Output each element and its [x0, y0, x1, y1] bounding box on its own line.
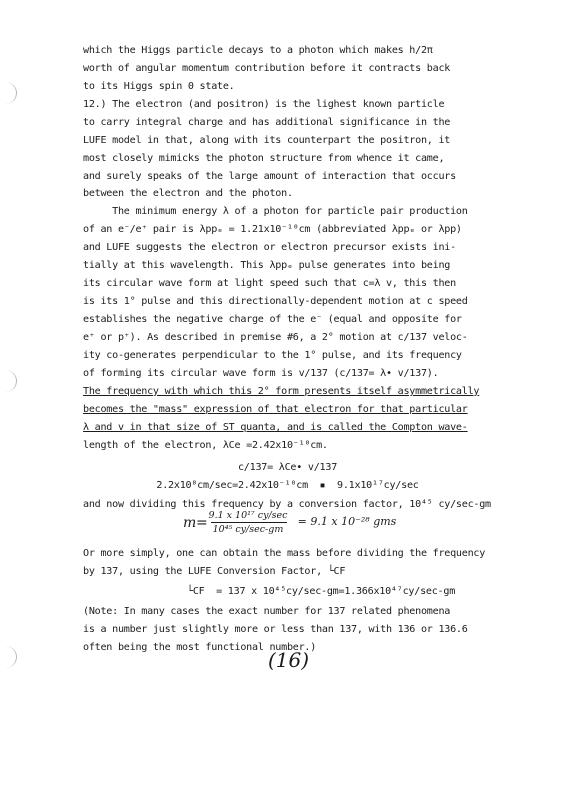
mass-symbol: m= [183, 515, 208, 531]
text-line: between the electron and the photon. [83, 188, 293, 199]
text-line: to carry integral charge and has additional significance in the [83, 117, 451, 128]
binder-hole-middle [0, 370, 17, 392]
mass-result: = 9.1 x 10⁻²⁸ gms [297, 515, 397, 528]
text-line: worth of angular momentum contribution before it contracts back [83, 63, 451, 74]
fraction-denominator: 10⁴⁵ cy/sec-gm [212, 524, 284, 535]
text-line: ity co-generates perpendicular to the 1° pulse, and its frequency [83, 350, 462, 361]
text-line: which the Higgs particle decays to a photon which makes h/2π [83, 45, 433, 56]
equation-compton: c/137= λCe• v/137 [237, 462, 338, 473]
text-line: Or more simply, one can obtain the mass before dividing the frequency [83, 548, 486, 559]
binder-hole-top [0, 82, 17, 104]
text-line: establishes the negative charge of the e⁻ (equal and opposite for [83, 314, 462, 325]
text-line: The minimum energy λ of a photon for particle pair production [83, 206, 468, 217]
text-line: is its 1° pulse and this directionally-dependent motion at c speed [83, 296, 468, 307]
text-line: length of the electron, λCe =2.42x10⁻¹⁰cm. [83, 440, 328, 451]
text-line: (Note: In many cases the exact number for 137 related phenomena [83, 606, 451, 617]
text-line: and LUFE suggests the electron or electron precursor exists ini- [83, 242, 456, 253]
text-line: and surely speaks of the large amount of interaction that occurs [83, 171, 456, 182]
page-number: (16) [268, 648, 310, 672]
fraction-numerator: 9.1 x 10¹⁷ cy/sec [208, 510, 288, 521]
equation-frequency: 2.2x10⁸cm/sec=2.42x10⁻¹⁰cm ▪ 9.1x10¹⁷cy/sec [156, 480, 419, 491]
fraction-bar [211, 522, 287, 523]
text-line: often being the most functional number.) [83, 642, 317, 653]
text-line: of forming its circular wave form is v/137 (c/137= λ• v/137). [83, 368, 439, 379]
binder-hole-bottom [0, 646, 17, 668]
text-line: most closely mimicks the photon structure from whence it came, [83, 153, 445, 164]
underlined-text-line: λ and v in that size of ST quanta, and is called the Compton wave- [83, 422, 468, 433]
equation-conversion-factor: └CF = 137 x 10⁴⁵cy/sec-gm=1.366x10⁴⁷cy/sec-gm [187, 586, 456, 597]
text-line: by 137, using the LUFE Conversion Factor, └CF [83, 566, 346, 577]
underlined-text-line: The frequency with which this 2° form presents itself asymmetrically [83, 386, 480, 397]
text-line: LUFE model in that, along with its counterpart the positron, it [83, 135, 451, 146]
text-line: and now dividing this frequency by a conversion factor, 10⁴⁵ cy/sec-gm [83, 499, 491, 510]
text-line: its circular wave form at light speed such that c=λ v, this then [83, 278, 456, 289]
text-line: of an e⁻/e⁺ pair is λppₑ = 1.21x10⁻¹⁰cm (abbreviated λppₑ or λpp) [83, 224, 462, 235]
text-line: 12.) The electron (and positron) is the lighest known particle [83, 99, 445, 110]
text-line: e⁺ or p⁺). As described in premise #6, a 2° motion at c/137 veloc- [83, 332, 468, 343]
text-line: is a number just slightly more or less than 137, with 136 or 136.6 [83, 624, 468, 635]
text-line: to its Higgs spin 0 state. [83, 81, 235, 92]
underlined-text-line: becomes the "mass" expression of that electron for that particular [83, 404, 468, 415]
text-line: tially at this wavelength. This λppₑ pulse generates into being [83, 260, 451, 271]
